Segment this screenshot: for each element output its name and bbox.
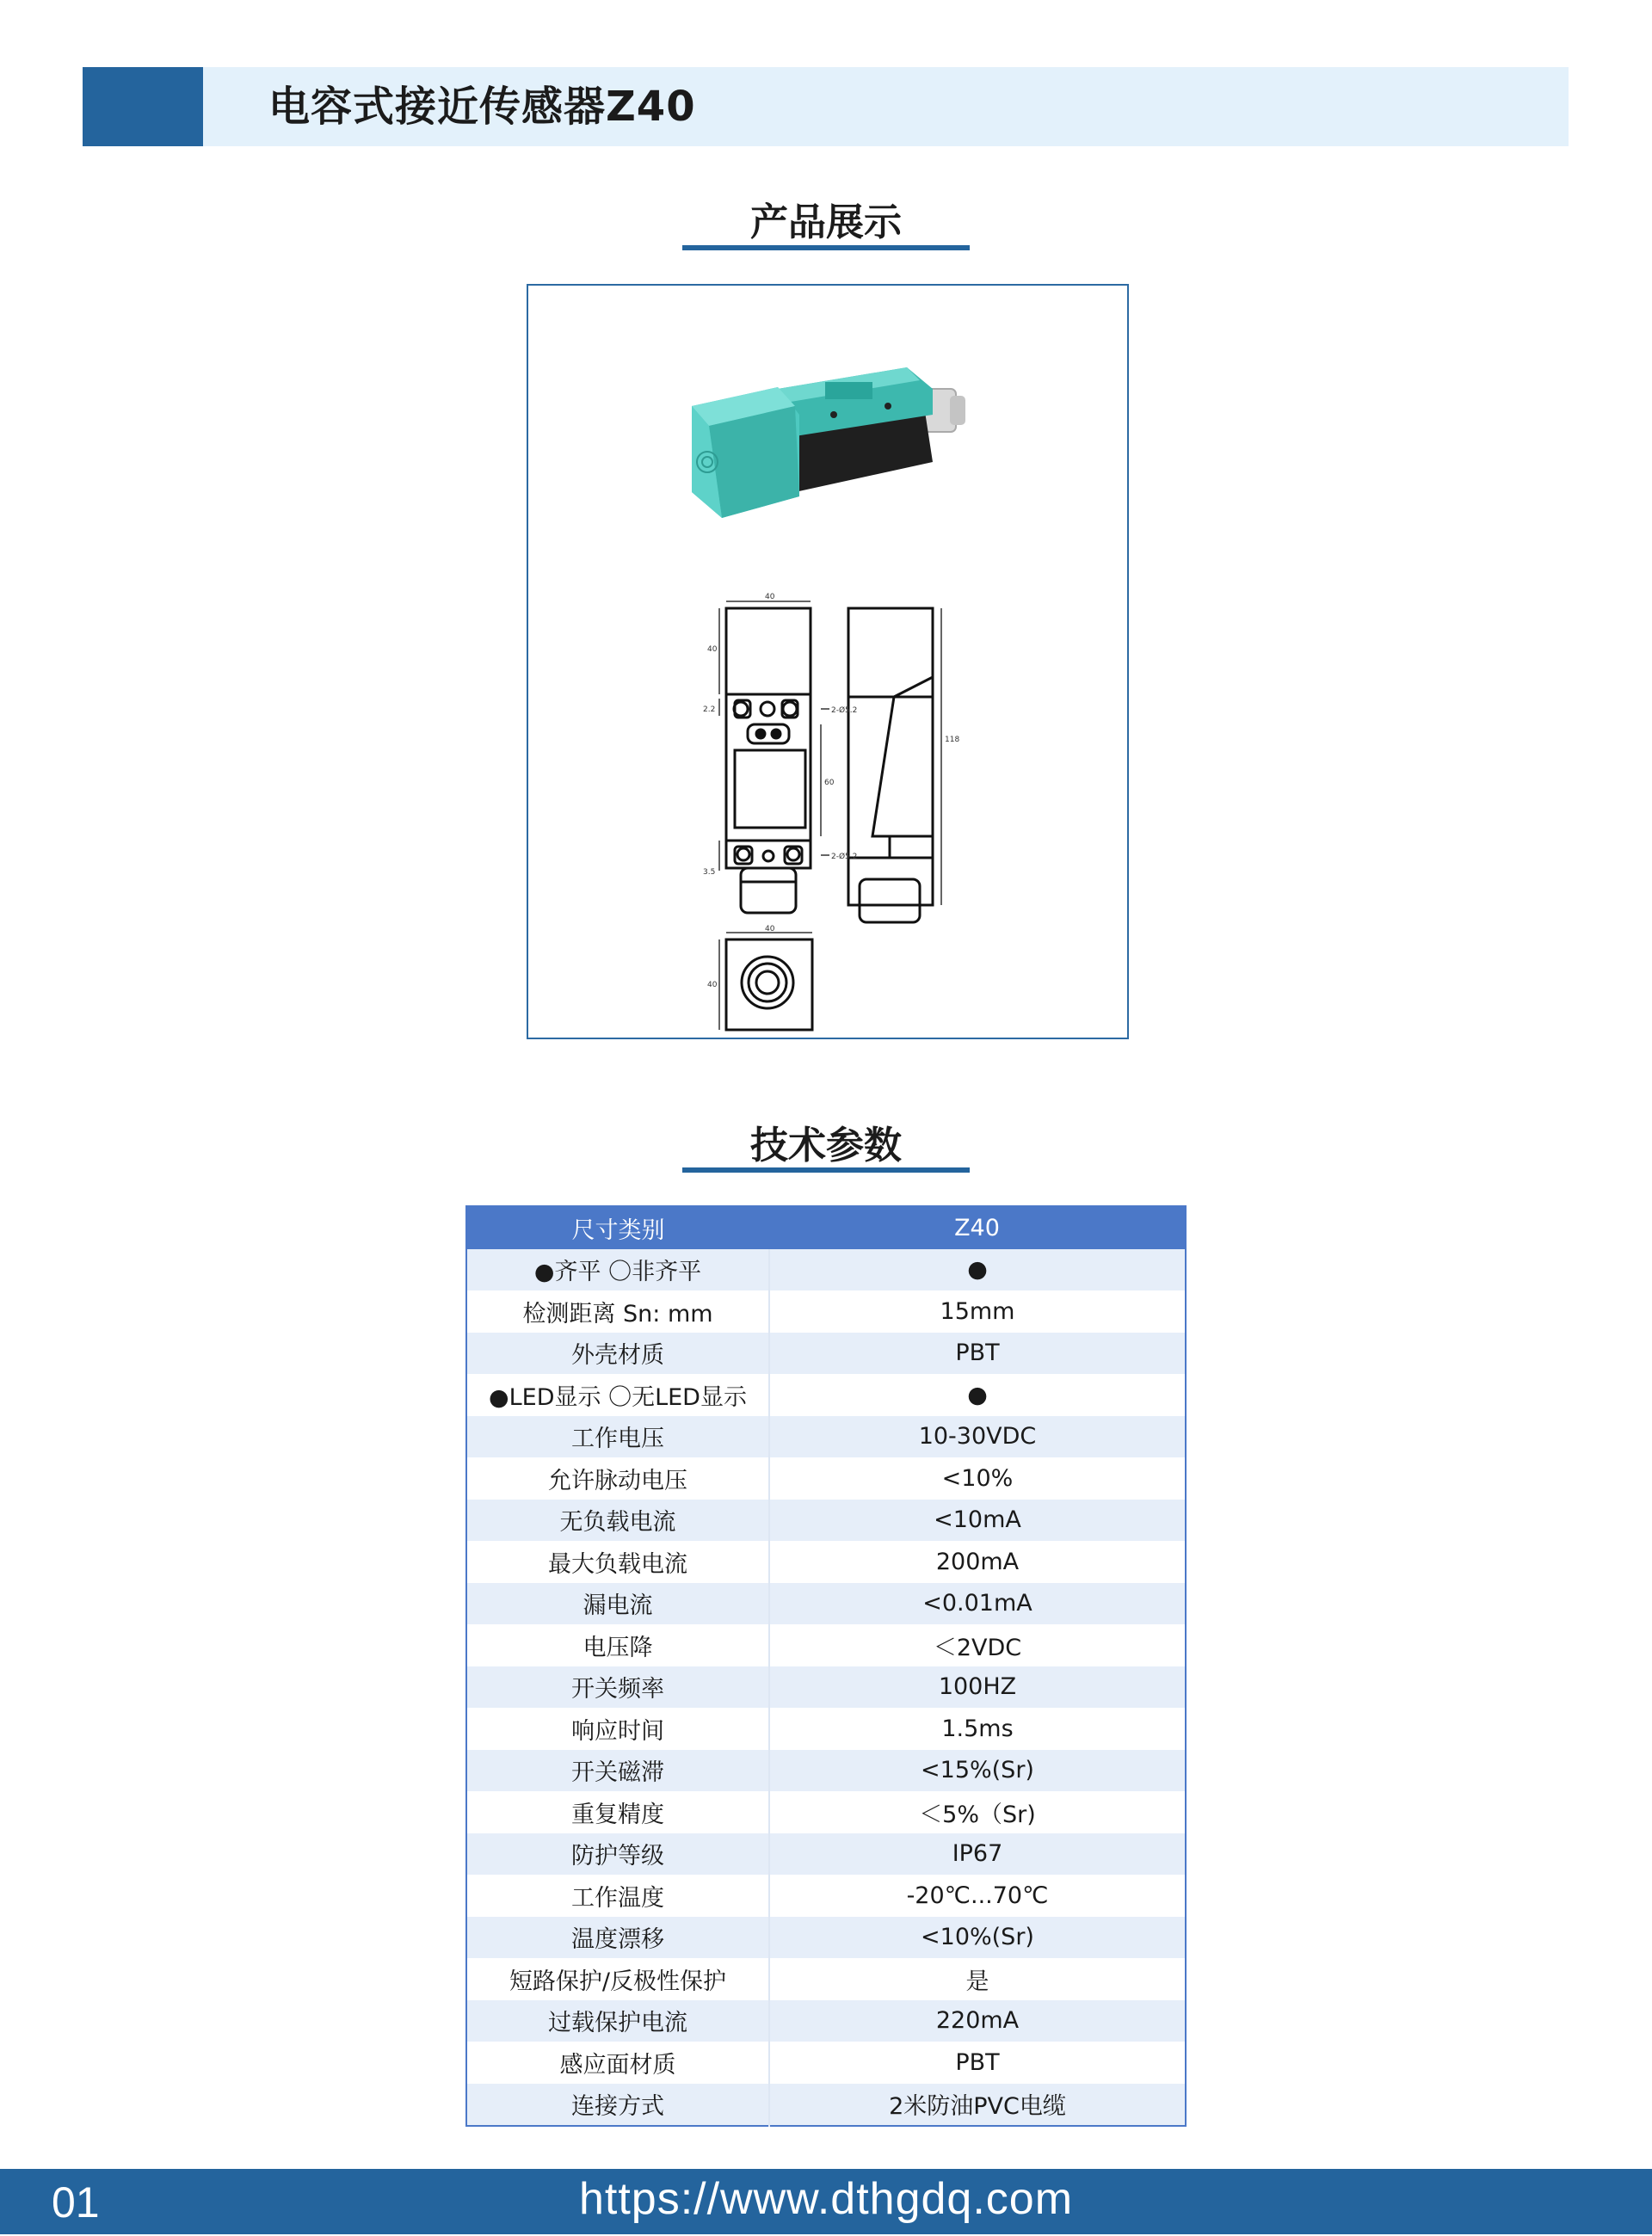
- spec-label: 最大负载电流: [466, 1541, 769, 1583]
- spec-label: 工作电压: [466, 1416, 769, 1458]
- section-underline-specs: [682, 1167, 970, 1173]
- table-row: [466, 1958, 1186, 2000]
- table-row: [466, 1374, 1186, 1416]
- spec-label: 漏电流: [466, 1583, 769, 1625]
- spec-label: 工作温度: [466, 1875, 769, 1917]
- table-row: [466, 1249, 1186, 1291]
- spec-value: PBT: [769, 2042, 1186, 2084]
- spec-value: <10%(Sr): [769, 1917, 1186, 1959]
- page-title: 电容式接近传感器Z40: [268, 83, 696, 131]
- section-underline-product: [682, 245, 970, 250]
- table-header-row: [466, 1206, 1186, 1249]
- dim-hole: 2-Ø5.2: [831, 706, 858, 715]
- section-title-product: 产品展示: [750, 200, 902, 244]
- dim-left-height: 40: [707, 645, 718, 654]
- spec-value: ＜2VDC: [769, 1624, 1186, 1666]
- spec-value: 200mA: [769, 1541, 1186, 1583]
- dimension-lines: [719, 601, 941, 1030]
- table-row: [466, 2000, 1186, 2042]
- header-cell-category: 尺寸类别: [466, 1206, 769, 1249]
- dim-base-width: 40: [765, 925, 775, 933]
- spec-value: ●: [769, 1249, 1186, 1291]
- website-link[interactable]: https://www.dthgdq.com: [578, 2174, 1074, 2224]
- table-row: [466, 2042, 1186, 2084]
- spec-value: -20℃...70℃: [769, 1875, 1186, 1917]
- table-row: [466, 1666, 1186, 1709]
- dim-top-width: 40: [765, 593, 775, 601]
- dim-hole2: 2-Ø5.2: [831, 853, 858, 861]
- spec-label: ●齐平 〇非齐平: [466, 1249, 769, 1291]
- footer-bar: [0, 2169, 1652, 2234]
- spec-value: 100HZ: [769, 1666, 1186, 1709]
- table-row: [466, 1875, 1186, 1917]
- table-row: [466, 1917, 1186, 1959]
- table-row: [466, 1791, 1186, 1833]
- dim-base-height: 40: [707, 981, 718, 989]
- spec-table: [465, 1205, 1187, 2127]
- spec-value: 220mA: [769, 2000, 1186, 2042]
- product-image-frame: [527, 284, 1129, 1039]
- spec-label: 过载保护电流: [466, 2000, 769, 2042]
- technical-drawing: [726, 608, 933, 1030]
- table-row: [466, 1750, 1186, 1792]
- table-row: [466, 1708, 1186, 1750]
- dim-total-height: 118: [945, 736, 960, 744]
- product-illustration: [528, 286, 1127, 1038]
- spec-label: 连接方式: [466, 2084, 769, 2127]
- dim-mid-height: 60: [824, 779, 835, 787]
- table-row: [466, 1457, 1186, 1500]
- table-row: [466, 1541, 1186, 1583]
- dim-bottom: 3.5: [703, 868, 716, 877]
- table-row: [466, 1500, 1186, 1542]
- section-title-specs: 技术参数: [750, 1124, 902, 1167]
- spec-value: IP67: [769, 1833, 1186, 1876]
- spec-value: 15mm: [769, 1290, 1186, 1333]
- spec-label: 检测距离 Sn: mm: [466, 1290, 769, 1333]
- table-row: [466, 1416, 1186, 1458]
- spec-value: ●: [769, 1374, 1186, 1416]
- dim-22: 2.2: [703, 705, 716, 714]
- spec-value: 2米防油PVC电缆: [769, 2084, 1186, 2127]
- table-row: [466, 1333, 1186, 1375]
- spec-label: 无负载电流: [466, 1500, 769, 1542]
- table-row: [466, 2084, 1186, 2127]
- spec-value: 10-30VDC: [769, 1416, 1186, 1458]
- spec-label: 响应时间: [466, 1708, 769, 1750]
- spec-value: 1.5ms: [769, 1708, 1186, 1750]
- table-row: [466, 1833, 1186, 1876]
- table-row: [466, 1583, 1186, 1625]
- spec-label: 开关磁滞: [466, 1750, 769, 1792]
- spec-value: <15%(Sr): [769, 1750, 1186, 1792]
- spec-value: ＜5%（Sr): [769, 1791, 1186, 1833]
- spec-label: 外壳材质: [466, 1333, 769, 1375]
- spec-label: 开关频率: [466, 1666, 769, 1709]
- spec-value: <10%: [769, 1457, 1186, 1500]
- spec-label: 电压降: [466, 1624, 769, 1666]
- spec-value: <10mA: [769, 1500, 1186, 1542]
- header-cell-model: Z40: [769, 1206, 1186, 1249]
- spec-value: <0.01mA: [769, 1583, 1186, 1625]
- spec-value: PBT: [769, 1333, 1186, 1375]
- sensor-photo: [692, 367, 965, 518]
- table-row: [466, 1290, 1186, 1333]
- spec-label: 防护等级: [466, 1833, 769, 1876]
- spec-label: 温度漂移: [466, 1917, 769, 1959]
- spec-label: 允许脉动电压: [466, 1457, 769, 1500]
- spec-value: 是: [769, 1958, 1186, 2000]
- spec-label: 重复精度: [466, 1791, 769, 1833]
- spec-label: 感应面材质: [466, 2042, 769, 2084]
- header-accent-block: [83, 67, 203, 146]
- page-number: 01: [52, 2178, 100, 2227]
- spec-label: 短路保护/反极性保护: [466, 1958, 769, 2000]
- table-row: [466, 1624, 1186, 1666]
- spec-label: ●LED显示 〇无LED显示: [466, 1374, 769, 1416]
